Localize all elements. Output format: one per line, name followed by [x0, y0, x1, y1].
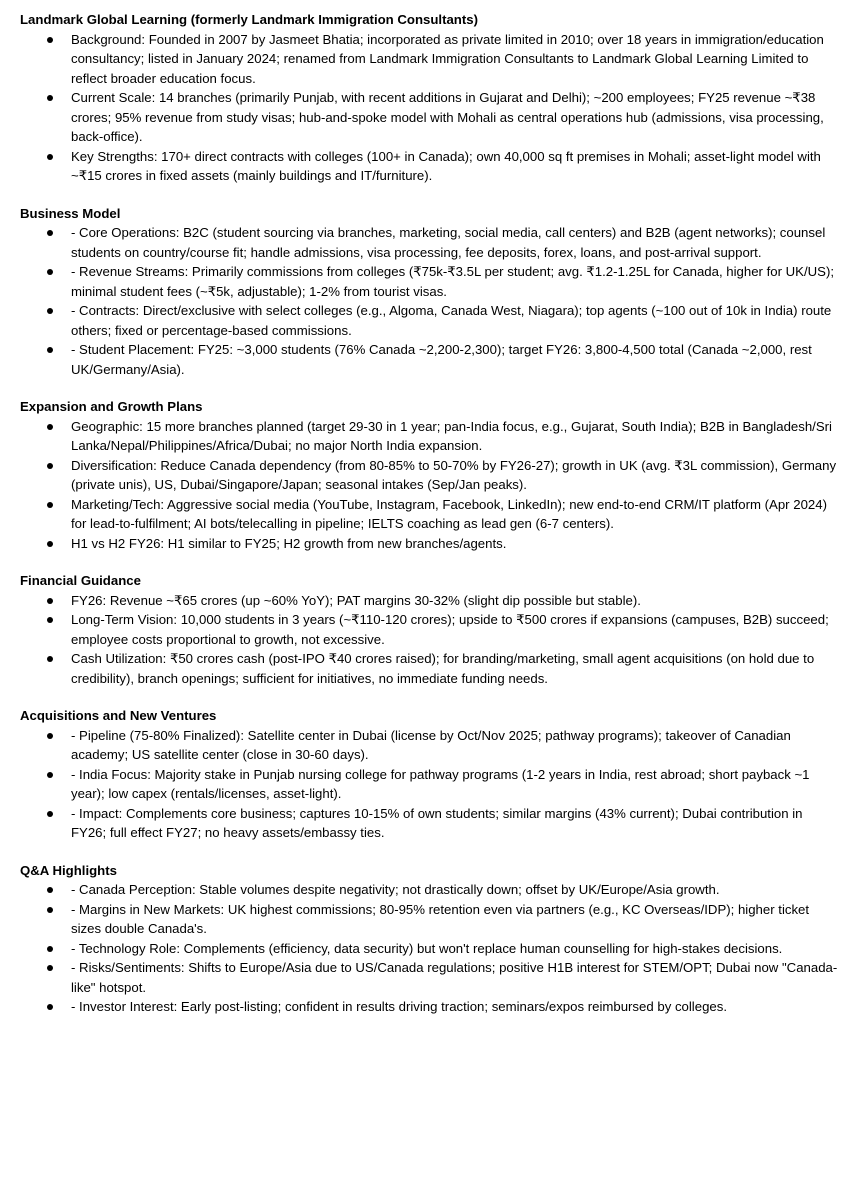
list-item-text: - Contracts: Direct/exclusive with select colleges (e.g., Algoma, Canada West, Niagara); top agents (~100 out of 10k in India) route others; fixed or percentage-based commissions.: [71, 303, 832, 338]
bullet-icon: [47, 541, 53, 547]
list-item: [20, 726, 840, 765]
bullet-icon: [47, 95, 53, 101]
list-item-text: - Investor Interest: Early post-listing; confident in results driving traction; seminars/expos reimbursed by colleges.: [71, 999, 727, 1014]
list-item-text: - Revenue Streams: Primarily commissions from colleges (₹75k-₹3.5L per student; avg. ₹1.2-1.25L for Canada, higher for UK/US); minimal student fees (~₹5k, adjustable); 1-2% from tourist visas.: [71, 264, 835, 299]
list-item-text: - Pipeline (75-80% Finalized): Satellite center in Dubai (license by Oct/Nov 2025; pathway programs); takeover of Canadian academy; US satellite center (close in 30-60 days).: [71, 727, 791, 762]
list-item-text: H1 vs H2 FY26: H1 similar to FY25; H2 growth from new branches/agents.: [71, 535, 507, 551]
bullet-list: [20, 417, 840, 554]
list-item: [20, 900, 840, 939]
list-item: [20, 591, 840, 611]
list-item-text: Current Scale: 14 branches (primarily Punjab, with recent additions in Gujarat and Delhi); ~200 employees; FY25 revenue ~₹38 crores; 95% revenue from study visas; hub-and-spoke model with Mohali as central operations hub (admissions, visa processing, back-office).: [71, 90, 824, 144]
list-item-text: - Core Operations: B2C (student sourcing via branches, marketing, social media, call centers) and B2B (agent networks); counsel students on country/course fit; handle admissions, visa processing, fee deposits, forex, loans, and post-arrival support.: [71, 225, 826, 260]
section-expansion-growth: [20, 397, 840, 553]
bullet-list: [20, 223, 840, 379]
document-page: [20, 10, 840, 1035]
bullet-icon: [47, 656, 53, 662]
bullet-list: [20, 30, 840, 186]
bullet-icon: [47, 347, 53, 353]
list-item-text: Marketing/Tech: Aggressive social media (YouTube, Instagram, Facebook, LinkedIn); new end-to-end CRM/IT platform (Apr 2024) for lead-to-fulfilment; AI bots/telecalling in pipeline; IELTS coaching as lead gen (6-7 centers).: [71, 496, 827, 531]
bullet-icon: [47, 887, 53, 893]
section-financial-guidance: [20, 571, 840, 688]
bullet-icon: [47, 907, 53, 913]
list-item: [20, 649, 840, 688]
section-qa-highlights: [20, 861, 840, 1017]
bullet-list: [20, 591, 840, 689]
list-item-text: - Risks/Sentiments: Shifts to Europe/Asia due to US/Canada regulations; positive H1B interest for STEM/OPT; Dubai now "Canada-like" hotspot.: [71, 960, 838, 995]
list-item: [20, 958, 840, 997]
list-item: [20, 495, 840, 534]
list-item: [20, 88, 840, 147]
section-title: Financial Guidance: [20, 573, 141, 588]
section-business-model: [20, 204, 840, 380]
list-item-text: - Canada Perception: Stable volumes despite negativity; not drastically down; offset by UK/Europe/Asia growth.: [71, 882, 720, 897]
bullet-icon: [47, 463, 53, 469]
bullet-icon: [47, 946, 53, 952]
list-item: [20, 340, 840, 379]
bullet-icon: [47, 37, 53, 43]
bullet-icon: [47, 424, 53, 430]
list-item-text: Diversification: Reduce Canada dependency (from 80-85% to 50-70% by FY26-27); growth in UK (avg. ₹3L commission), Germany (private unis), US, Dubai/Singapore/Japan; seasonal intakes (Sep/Jan peaks).: [71, 457, 837, 492]
list-item: [20, 880, 840, 900]
list-item: [20, 223, 840, 262]
section-acquisitions: [20, 706, 840, 843]
list-item: [20, 417, 840, 456]
list-item-text: - India Focus: Majority stake in Punjab nursing college for pathway programs (1-2 years in India, rest abroad; short payback ~1 year); low capex (rentals/licenses, asset-light).: [71, 766, 810, 801]
bullet-list: [20, 880, 840, 1017]
list-item: [20, 262, 840, 301]
section-title: Q&A Highlights: [20, 862, 117, 878]
bullet-icon: [47, 772, 53, 778]
list-item-text: Key Strengths: 170+ direct contracts with colleges (100+ in Canada); own 40,000 sq ft premises in Mohali; asset-light model with ~₹15 crores in fixed assets (mainly buildings and IT/furniture).: [71, 148, 821, 183]
bullet-icon: [47, 269, 53, 275]
list-item: [20, 147, 840, 186]
section-title: Acquisitions and New Ventures: [20, 708, 217, 723]
bullet-icon: [47, 502, 53, 508]
list-item-text: - Margins in New Markets: UK highest commissions; 80-95% retention even via partners (e.g., KC Overseas/IDP); higher ticket sizes double Canada's.: [71, 901, 810, 936]
bullet-icon: [47, 811, 53, 817]
bullet-icon: [47, 154, 53, 160]
bullet-icon: [47, 733, 53, 739]
list-item-text: Background: Founded in 2007 by Jasmeet Bhatia; incorporated as private limited in 2010; over 18 years in immigration/education consultancy; listed in January 2024; renamed from Landmark Immigration Consultants to Landmark Global Learning Limited to reflect broader education focus.: [71, 31, 824, 86]
list-item: [20, 765, 840, 804]
list-item-text: - Technology Role: Complements (efficiency, data security) but won't replace human counselling for high-stakes decisions.: [71, 940, 783, 956]
list-item: [20, 30, 840, 89]
list-item-text: Long-Term Vision: 10,000 students in 3 years (~₹110-120 crores); upside to ₹500 crores if expansions (campuses, B2B) succeed; employee costs proportional to growth, not excessive.: [71, 612, 829, 647]
bullet-list: [20, 726, 840, 843]
section-title: Landmark Global Learning (formerly Landmark Immigration Consultants): [20, 12, 478, 27]
bullet-icon: [47, 598, 53, 604]
bullet-icon: [47, 308, 53, 314]
bullet-icon: [47, 965, 53, 971]
list-item: [20, 997, 840, 1017]
list-item: [20, 804, 840, 843]
section-company-overview: [20, 10, 840, 186]
list-item: [20, 301, 840, 340]
section-title: Business Model: [20, 205, 121, 221]
list-item-text: - Student Placement: FY25: ~3,000 students (76% Canada ~2,200-2,300); target FY26: 3,800-4,500 total (Canada ~2,000, rest UK/Germany/Asia).: [71, 342, 812, 377]
list-item: [20, 939, 840, 959]
list-item: [20, 534, 840, 554]
list-item-text: Cash Utilization: ₹50 crores cash (post-IPO ₹40 crores raised); for branding/marketing, small agent acquisitions (on hold due to credibility), branch openings; sufficient for initiatives, no immediate funding needs.: [71, 651, 815, 686]
list-item: [20, 456, 840, 495]
bullet-icon: [47, 230, 53, 236]
section-title: Expansion and Growth Plans: [20, 399, 203, 414]
list-item-text: FY26: Revenue ~₹65 crores (up ~60% YoY); PAT margins 30-32% (slight dip possible but stable).: [71, 592, 641, 608]
list-item-text: - Impact: Complements core business; captures 10-15% of own students; similar margins (43% current); Dubai contribution in FY26; full effect FY27; no heavy assets/embassy ties.: [71, 805, 803, 840]
bullet-icon: [47, 617, 53, 623]
list-item-text: Geographic: 15 more branches planned (target 29-30 in 1 year; pan-India focus, e.g., Gujarat, South India); B2B in Bangladesh/Sri Lanka/Nepal/Philippines/Africa/Dubai; no major North India expansion.: [71, 418, 832, 453]
list-item: [20, 610, 840, 649]
bullet-icon: [47, 1004, 53, 1010]
